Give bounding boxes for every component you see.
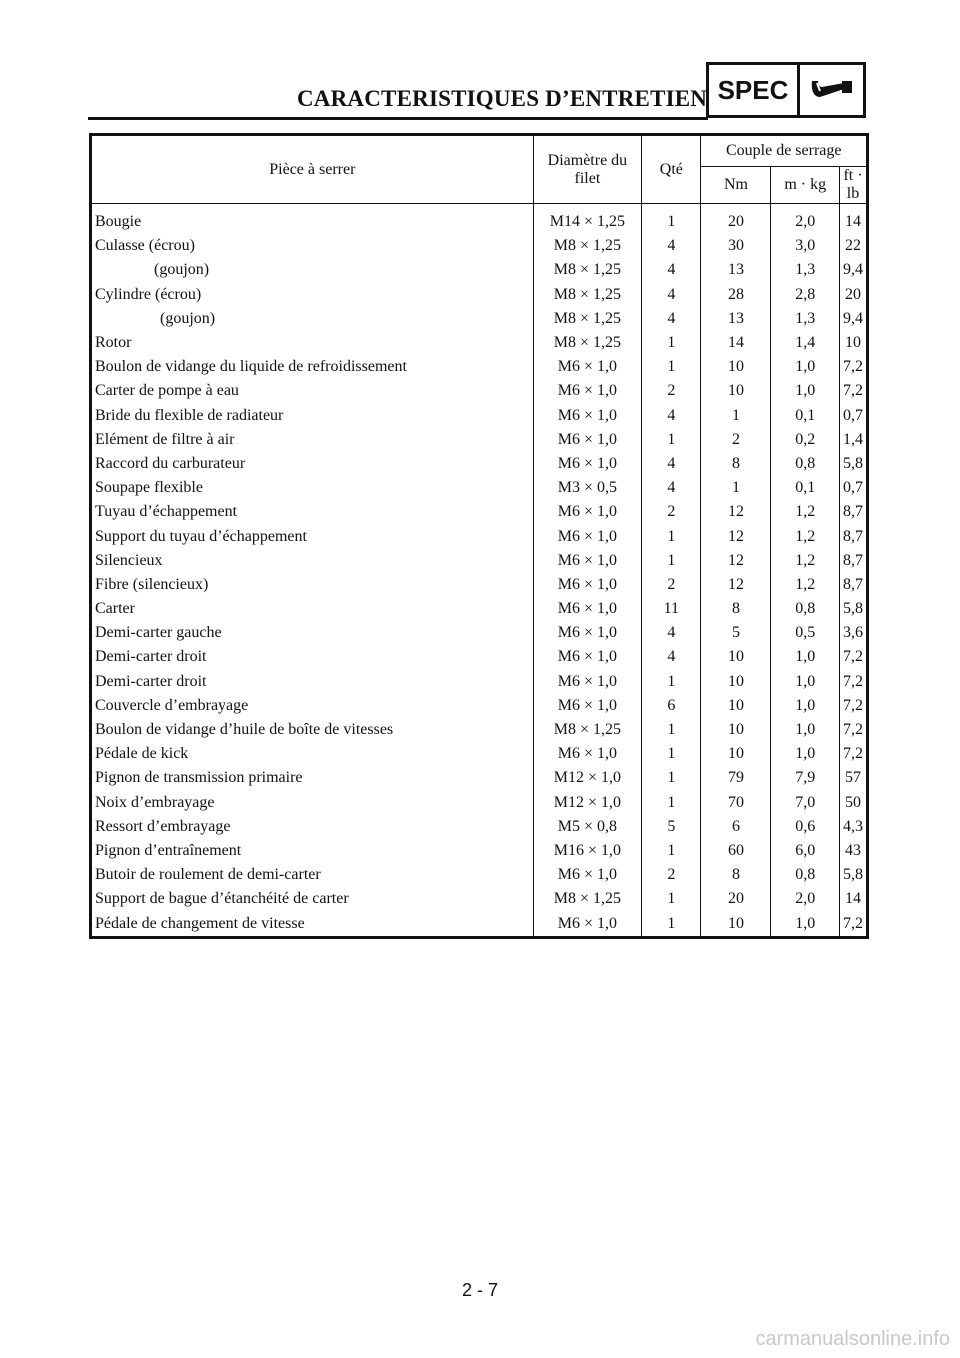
cell-nm: 13 (701, 307, 771, 331)
cell-piece: Fibre (silencieux) (91, 573, 534, 597)
table-row (91, 694, 868, 718)
table-row (91, 204, 868, 235)
table-row (91, 573, 868, 597)
cell-ftlb: 14 (845, 890, 861, 908)
cell-mkg: 1,3 (771, 307, 840, 331)
cell-mkg: 1,0 (771, 694, 840, 718)
cell-qty: 2 (642, 379, 701, 403)
cell-nm: 8 (701, 597, 771, 621)
cell-ftlb: 8,7 (843, 503, 863, 521)
cell-nm: 12 (701, 573, 771, 597)
cell-mkg: 2,0 (771, 204, 840, 235)
cell-piece: Noix d’embrayage (91, 791, 534, 815)
cell-diameter: M6 × 1,0 (533, 597, 642, 621)
cell-nm: 5 (701, 621, 771, 645)
header-nm: Nm (701, 167, 771, 204)
cell-nm: 20 (701, 204, 771, 235)
cell-qty: 1 (642, 742, 701, 766)
cell-nm: 1 (701, 476, 771, 500)
cell-ftlb: 3,6 (843, 624, 863, 642)
header-piece: Pièce à serrer (91, 135, 534, 204)
cell-ftlb: 20 (845, 285, 861, 303)
cell-mkg: 2,0 (771, 887, 840, 911)
cell-piece: Soupape flexible (91, 476, 534, 500)
cell-ftlb: 9,4 (843, 309, 863, 327)
cell-mkg: 6,0 (771, 839, 840, 863)
cell-mkg: 2,8 (771, 283, 840, 307)
cell-nm: 6 (701, 815, 771, 839)
cell-ftlb: 8,7 (843, 575, 863, 593)
cell-ftlb: 5,8 (843, 866, 863, 884)
cell-nm: 10 (701, 645, 771, 669)
header-torque: Couple de serrage (701, 135, 868, 167)
table-row (91, 258, 868, 282)
table-row (91, 452, 868, 476)
cell-ftlb: 10 (845, 334, 861, 352)
table-row (91, 549, 868, 573)
cell-diameter: M6 × 1,0 (533, 379, 642, 403)
cell-ftlb: 9,4 (843, 261, 863, 279)
cell-qty: 1 (642, 766, 701, 790)
cell-mkg: 1,2 (771, 549, 840, 573)
cell-ftlb: 0,7 (843, 479, 863, 497)
cell-mkg: 0,2 (771, 428, 840, 452)
cell-nm: 30 (701, 234, 771, 258)
cell-diameter: M6 × 1,0 (533, 428, 642, 452)
cell-ftlb: 7,2 (843, 696, 863, 714)
cell-nm: 10 (701, 379, 771, 403)
cell-ftlb: 7,2 (843, 648, 863, 666)
cell-diameter: M8 × 1,25 (533, 258, 642, 282)
cell-mkg: 3,0 (771, 234, 840, 258)
cell-nm: 70 (701, 791, 771, 815)
cell-qty: 1 (642, 331, 701, 355)
cell-piece: Bougie (91, 204, 534, 235)
cell-qty: 4 (642, 283, 701, 307)
cell-qty: 4 (642, 234, 701, 258)
cell-diameter: M6 × 1,0 (533, 670, 642, 694)
cell-ftlb: 4,3 (843, 817, 863, 835)
cell-diameter: M6 × 1,0 (533, 500, 642, 524)
cell-diameter: M5 × 0,8 (533, 815, 642, 839)
cell-nm: 10 (701, 694, 771, 718)
cell-qty: 4 (642, 307, 701, 331)
table-row (91, 645, 868, 669)
cell-piece: Silencieux (91, 549, 534, 573)
cell-nm: 60 (701, 839, 771, 863)
cell-diameter: M12 × 1,0 (533, 766, 642, 790)
cell-nm: 13 (701, 258, 771, 282)
cell-diameter: M6 × 1,0 (533, 549, 642, 573)
cell-qty: 4 (642, 404, 701, 428)
cell-piece: Boulon de vidange d’huile de boîte de vitesses (91, 718, 534, 742)
cell-mkg: 1,0 (771, 742, 840, 766)
cell-ftlb: 22 (845, 237, 861, 255)
table-row (91, 355, 868, 379)
table-row (91, 815, 868, 839)
cell-nm: 12 (701, 524, 771, 548)
cell-diameter: M8 × 1,25 (533, 234, 642, 258)
cell-diameter: M8 × 1,25 (533, 718, 642, 742)
cell-nm: 8 (701, 452, 771, 476)
cell-diameter: M6 × 1,0 (533, 355, 642, 379)
cell-nm: 12 (701, 500, 771, 524)
cell-nm: 1 (701, 404, 771, 428)
spec-badge (706, 62, 866, 118)
cell-qty: 1 (642, 428, 701, 452)
cell-mkg: 1,3 (771, 258, 840, 282)
table-row (91, 307, 868, 331)
cell-ftlb: 8,7 (843, 527, 863, 545)
cell-diameter: M6 × 1,0 (533, 573, 642, 597)
cell-qty: 4 (642, 645, 701, 669)
table-row (91, 331, 868, 355)
cell-piece: Pignon d’entraînement (91, 839, 534, 863)
cell-nm: 28 (701, 283, 771, 307)
table-row (91, 742, 868, 766)
table-row (91, 428, 868, 452)
cell-diameter: M12 × 1,0 (533, 791, 642, 815)
cell-qty: 2 (642, 573, 701, 597)
cell-mkg: 1,0 (771, 911, 840, 937)
cell-qty: 1 (642, 839, 701, 863)
cell-ftlb: 5,8 (843, 454, 863, 472)
spec-label: SPEC (709, 65, 800, 115)
cell-ftlb: 8,7 (843, 551, 863, 569)
table-row (91, 597, 868, 621)
cell-qty: 1 (642, 887, 701, 911)
title-underline (88, 117, 708, 120)
cell-mkg: 1,0 (771, 645, 840, 669)
cell-diameter: M14 × 1,25 (533, 204, 642, 235)
cell-ftlb: 7,2 (843, 721, 863, 739)
table-row (91, 476, 868, 500)
cell-ftlb: 50 (845, 793, 861, 811)
cell-nm: 20 (701, 887, 771, 911)
cell-ftlb: 7,2 (843, 672, 863, 690)
cell-diameter: M6 × 1,0 (533, 524, 642, 548)
cell-mkg: 7,0 (771, 791, 840, 815)
table-row (91, 718, 868, 742)
table-row (91, 670, 868, 694)
header-diameter (533, 135, 642, 204)
cell-mkg: 0,1 (771, 476, 840, 500)
cell-piece: Pédale de kick (91, 742, 534, 766)
cell-mkg: 1,2 (771, 500, 840, 524)
cell-qty: 4 (642, 452, 701, 476)
cell-mkg: 1,0 (771, 379, 840, 403)
cell-qty: 1 (642, 549, 701, 573)
cell-mkg: 0,8 (771, 863, 840, 887)
table-row (91, 839, 868, 863)
cell-qty: 5 (642, 815, 701, 839)
cell-mkg: 1,2 (771, 524, 840, 548)
cell-mkg: 0,8 (771, 452, 840, 476)
cell-nm: 10 (701, 355, 771, 379)
cell-diameter: M8 × 1,25 (533, 307, 642, 331)
cell-nm: 10 (701, 670, 771, 694)
cell-mkg: 1,0 (771, 718, 840, 742)
cell-diameter: M6 × 1,0 (533, 742, 642, 766)
cell-qty: 2 (642, 500, 701, 524)
cell-diameter: M6 × 1,0 (533, 621, 642, 645)
cell-diameter: M6 × 1,0 (533, 694, 642, 718)
cell-nm: 14 (701, 331, 771, 355)
cell-piece: Support de bague d’étanchéité de carter (91, 887, 534, 911)
cell-ftlb: 7,2 (843, 745, 863, 763)
cell-diameter: M6 × 1,0 (533, 863, 642, 887)
table-row (91, 621, 868, 645)
cell-qty: 1 (642, 355, 701, 379)
cell-mkg: 1,0 (771, 355, 840, 379)
cell-qty: 4 (642, 258, 701, 282)
cell-piece: Support du tuyau d’échappement (91, 524, 534, 548)
table-row (91, 500, 868, 524)
header-diameter-line1: Diamètre du (547, 151, 628, 169)
cell-piece: Ressort d’embrayage (91, 815, 534, 839)
cell-ftlb: 1,4 (843, 430, 863, 448)
page-number: 2 - 7 (461, 1280, 499, 1300)
table-row (91, 911, 868, 937)
cell-piece: Couvercle d’embrayage (91, 694, 534, 718)
cell-ftlb: 5,8 (843, 600, 863, 618)
header-diameter-line2: filet (574, 169, 601, 187)
cell-mkg: 0,8 (771, 597, 840, 621)
cell-piece: Butoir de roulement de demi-carter (91, 863, 534, 887)
cell-piece: Bride du flexible de radiateur (91, 404, 534, 428)
cell-qty: 2 (642, 863, 701, 887)
cell-piece: Cylindre (écrou) (91, 283, 534, 307)
table-row (91, 379, 868, 403)
cell-piece: Culasse (écrou) (91, 234, 534, 258)
cell-piece: Tuyau d’échappement (91, 500, 534, 524)
cell-diameter: M6 × 1,0 (533, 645, 642, 669)
table-row (91, 887, 868, 911)
cell-qty: 6 (642, 694, 701, 718)
cell-diameter: M6 × 1,0 (533, 452, 642, 476)
torque-wrench-icon (800, 65, 863, 115)
cell-piece: Raccord du carburateur (91, 452, 534, 476)
cell-nm: 8 (701, 863, 771, 887)
cell-diameter: M3 × 0,5 (533, 476, 642, 500)
cell-piece: Demi-carter droit (91, 670, 534, 694)
watermark: carmanualsonline.info (755, 1328, 950, 1350)
cell-piece: Rotor (91, 331, 534, 355)
cell-ftlb: 7,2 (843, 358, 863, 376)
cell-diameter: M6 × 1,0 (533, 404, 642, 428)
table-row (91, 863, 868, 887)
page-title: CARACTERISTIQUES D’ENTRETIEN (297, 86, 708, 111)
cell-piece: Pignon de transmission primaire (91, 766, 534, 790)
cell-mkg: 1,0 (771, 670, 840, 694)
header-ftlb: ft · lb (840, 167, 868, 204)
cell-piece: Carter (91, 597, 534, 621)
cell-piece: Pédale de changement de vitesse (91, 911, 534, 937)
cell-mkg: 0,5 (771, 621, 840, 645)
cell-piece: Demi-carter gauche (91, 621, 534, 645)
cell-qty: 11 (642, 597, 701, 621)
cell-nm: 10 (701, 911, 771, 937)
cell-diameter: M8 × 1,25 (533, 887, 642, 911)
cell-qty: 1 (642, 204, 701, 235)
cell-ftlb: 43 (845, 841, 861, 859)
cell-ftlb: 14 (845, 213, 861, 231)
cell-piece: Carter de pompe à eau (91, 379, 534, 403)
cell-qty: 1 (642, 718, 701, 742)
torque-spec-table (89, 133, 869, 939)
table-row (91, 524, 868, 548)
cell-qty: 1 (642, 524, 701, 548)
table-row (91, 234, 868, 258)
table-row (91, 791, 868, 815)
cell-nm: 12 (701, 549, 771, 573)
table-row (91, 283, 868, 307)
cell-diameter: M16 × 1,0 (533, 839, 642, 863)
cell-mkg: 7,9 (771, 766, 840, 790)
cell-nm: 2 (701, 428, 771, 452)
cell-qty: 1 (642, 791, 701, 815)
cell-diameter: M6 × 1,0 (533, 911, 642, 937)
header-mkg: m · kg (771, 167, 840, 204)
cell-piece: (goujon) (91, 258, 534, 282)
cell-qty: 1 (642, 911, 701, 937)
cell-qty: 4 (642, 476, 701, 500)
cell-piece: (goujon) (91, 307, 534, 331)
header-qty: Qté (642, 135, 701, 204)
cell-ftlb: 7,2 (843, 914, 863, 932)
cell-ftlb: 57 (845, 769, 861, 787)
cell-nm: 10 (701, 742, 771, 766)
cell-nm: 79 (701, 766, 771, 790)
cell-nm: 10 (701, 718, 771, 742)
cell-ftlb: 7,2 (843, 382, 863, 400)
cell-qty: 1 (642, 670, 701, 694)
table-row (91, 404, 868, 428)
cell-mkg: 1,2 (771, 573, 840, 597)
cell-mkg: 0,1 (771, 404, 840, 428)
cell-piece: Boulon de vidange du liquide de refroidissement (91, 355, 534, 379)
table-body (91, 204, 868, 938)
cell-piece: Elément de filtre à air (91, 428, 534, 452)
cell-diameter: M8 × 1,25 (533, 283, 642, 307)
cell-mkg: 1,4 (771, 331, 840, 355)
cell-mkg: 0,6 (771, 815, 840, 839)
cell-diameter: M8 × 1,25 (533, 331, 642, 355)
table-row (91, 766, 868, 790)
cell-qty: 4 (642, 621, 701, 645)
cell-ftlb: 0,7 (843, 406, 863, 424)
cell-piece: Demi-carter droit (91, 645, 534, 669)
